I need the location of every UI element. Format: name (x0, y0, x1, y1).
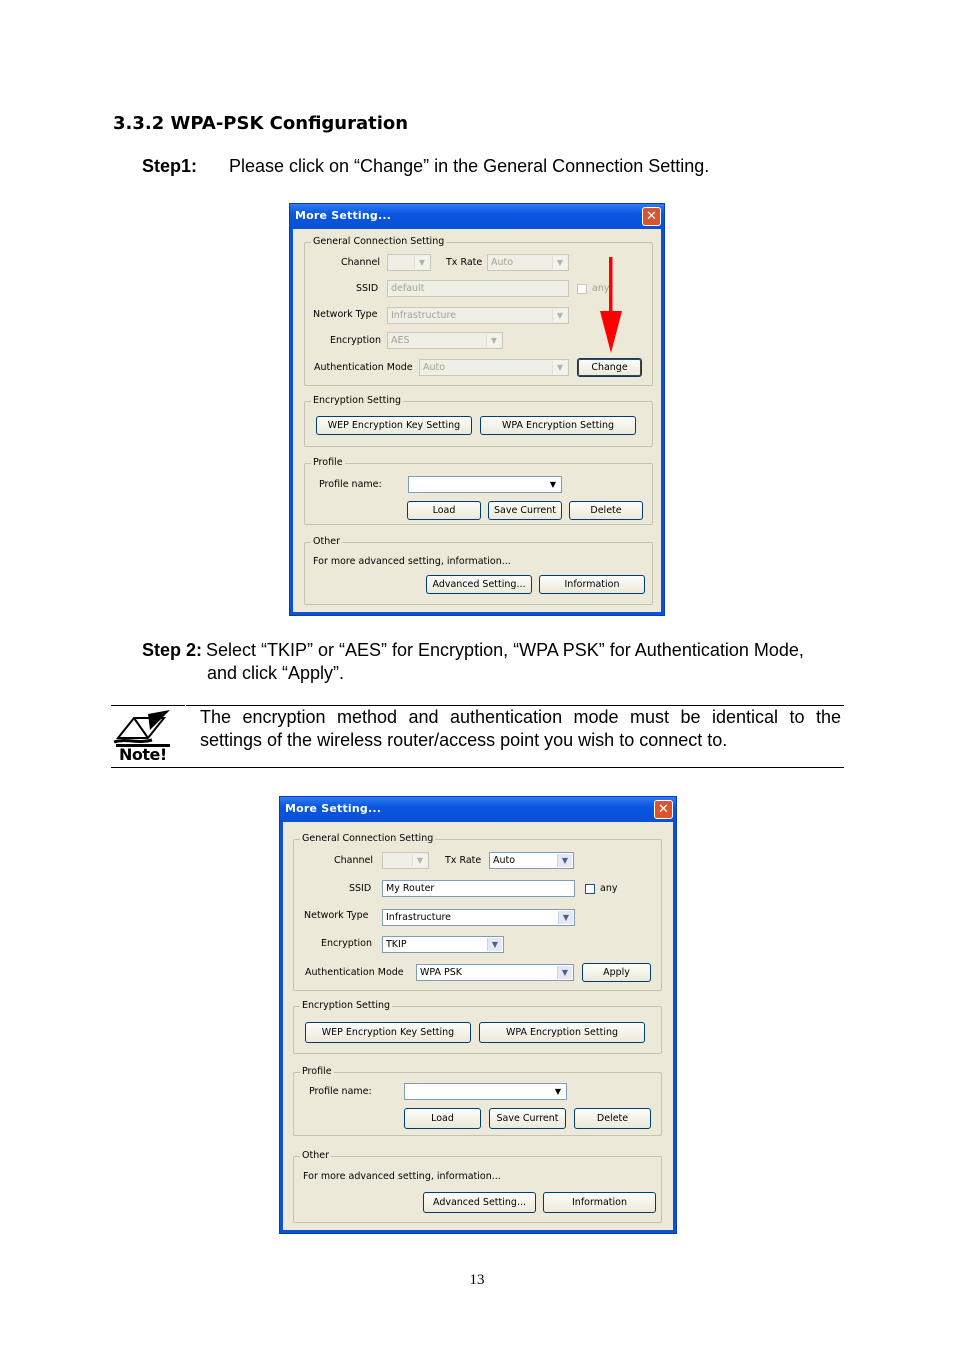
any-label: any (600, 883, 618, 894)
chevron-down-icon: ▼ (552, 361, 567, 374)
apply-button[interactable]: Apply (582, 963, 651, 982)
channel-label: Channel (341, 257, 381, 268)
profile-group (304, 457, 653, 525)
profile-name-label: Profile name: (309, 1086, 372, 1097)
chevron-down-icon: ▼ (414, 256, 429, 269)
tx-rate-select[interactable]: Auto ▼ (487, 254, 569, 271)
step2-text-line2: and click “Apply”. (207, 663, 345, 683)
step2-text: Select “TKIP” or “AES” for Encryption, “WPA PSK” for Authentication Mode, (206, 640, 804, 660)
profile-group (293, 1066, 662, 1136)
tx-rate-label: Tx Rate (445, 855, 482, 866)
profile-caption: Profile (313, 457, 343, 468)
any-checkbox[interactable] (577, 284, 587, 294)
profile-caption: Profile (302, 1066, 332, 1077)
delete-button[interactable]: Delete (574, 1108, 651, 1129)
tx-rate-label: Tx Rate (446, 257, 483, 268)
any-label: any (592, 283, 610, 294)
advanced-setting-button[interactable]: Advanced Setting... (423, 1192, 536, 1213)
close-icon[interactable]: ✕ (654, 800, 673, 819)
load-button[interactable]: Load (407, 501, 481, 520)
auth-mode-select[interactable]: Auto ▼ (419, 359, 569, 376)
save-current-button[interactable]: Save Current (489, 1108, 566, 1129)
dialog-title-bar (290, 204, 664, 229)
save-current-button[interactable]: Save Current (488, 501, 562, 520)
chevron-down-icon: ▼ (552, 309, 567, 322)
encryption-label: Encryption (330, 335, 382, 346)
note-icon-label: Note! (119, 745, 167, 764)
note-bottom-rule (111, 767, 844, 768)
chevron-down-icon: ▼ (558, 911, 573, 924)
other-text: For more advanced setting, information... (313, 556, 511, 567)
chevron-down-icon: ▼ (487, 938, 502, 951)
profile-name-select[interactable] (408, 476, 562, 493)
encryption-label: Encryption (321, 938, 373, 949)
auth-mode-select[interactable]: WPA PSK ▼ (416, 964, 574, 981)
ssid-label: SSID (349, 883, 372, 894)
chevron-down-icon: ▼ (546, 478, 560, 491)
chevron-down-icon: ▼ (557, 966, 572, 979)
profile-name-label: Profile name: (319, 479, 382, 490)
other-caption: Other (302, 1150, 329, 1161)
general-connection-group (293, 833, 662, 991)
profile-name-select[interactable] (404, 1083, 567, 1100)
wpa-encryption-setting-button[interactable]: WPA Encryption Setting (479, 1022, 645, 1043)
change-button[interactable]: Change (577, 358, 642, 377)
ssid-label: SSID (356, 283, 379, 294)
dialog-title: More Setting... (295, 209, 392, 222)
general-connection-caption: General Connection Setting (302, 833, 434, 844)
chevron-down-icon: ▼ (551, 1085, 565, 1098)
encryption-setting-caption: Encryption Setting (313, 395, 402, 406)
dialog-title: More Setting... (285, 802, 382, 815)
auth-mode-label: Authentication Mode (305, 967, 404, 978)
wep-key-setting-button[interactable]: WEP Encryption Key Setting (305, 1022, 471, 1043)
network-type-label: Network Type (313, 309, 378, 320)
encryption-setting-caption: Encryption Setting (302, 1000, 391, 1011)
encryption-setting-group (304, 395, 653, 447)
network-type-label: Network Type (304, 910, 369, 921)
chevron-down-icon: ▼ (552, 256, 567, 269)
general-connection-caption: General Connection Setting (313, 236, 445, 247)
channel-select[interactable] (387, 254, 431, 271)
more-setting-dialog-2 (279, 796, 677, 1234)
other-text: For more advanced setting, information... (303, 1171, 501, 1182)
any-checkbox[interactable] (585, 884, 595, 894)
page-number: 13 (469, 1272, 485, 1288)
step1-text: Please click on “Change” in the General Connection Setting. (229, 156, 710, 176)
note-text: The encryption method and authentication mode must be identical to the settings of the wireless router/access point you wish to connect to. (200, 707, 841, 750)
advanced-setting-button[interactable]: Advanced Setting... (426, 575, 532, 594)
auth-mode-label: Authentication Mode (314, 362, 413, 373)
red-arrow-icon (600, 257, 622, 353)
wep-key-setting-button[interactable]: WEP Encryption Key Setting (316, 416, 472, 435)
channel-label: Channel (334, 855, 374, 866)
encryption-setting-group (293, 1000, 662, 1054)
other-caption: Other (313, 536, 340, 547)
chevron-down-icon: ▼ (557, 854, 572, 867)
chevron-down-icon: ▼ (412, 854, 427, 867)
step1-label: Step1: (142, 156, 198, 176)
other-group (293, 1150, 662, 1223)
note-divider (185, 705, 186, 767)
other-group (304, 536, 653, 605)
wpa-encryption-setting-button[interactable]: WPA Encryption Setting (480, 416, 636, 435)
tx-rate-select[interactable]: Auto ▼ (489, 852, 574, 869)
section-heading: 3.3.2 WPA-PSK Configuration (113, 113, 409, 134)
delete-button[interactable]: Delete (569, 501, 643, 520)
dialog-body (283, 822, 673, 1230)
close-icon[interactable]: ✕ (642, 207, 661, 226)
chevron-down-icon: ▼ (486, 334, 501, 347)
ssid-input[interactable]: My Router (382, 880, 575, 897)
network-type-select[interactable]: Infrastructure ▼ (382, 909, 575, 926)
step2-label: Step 2: (142, 640, 203, 660)
encryption-select[interactable]: TKIP ▼ (382, 936, 504, 953)
encryption-select[interactable]: AES ▼ (387, 332, 503, 349)
channel-select[interactable] (382, 852, 429, 869)
ssid-input[interactable]: default (387, 280, 569, 297)
network-type-select[interactable]: Infrastructure ▼ (387, 307, 569, 324)
load-button[interactable]: Load (404, 1108, 481, 1129)
information-button[interactable]: Information (539, 575, 645, 594)
information-button[interactable]: Information (543, 1192, 656, 1213)
dialog-title-bar (280, 797, 676, 822)
